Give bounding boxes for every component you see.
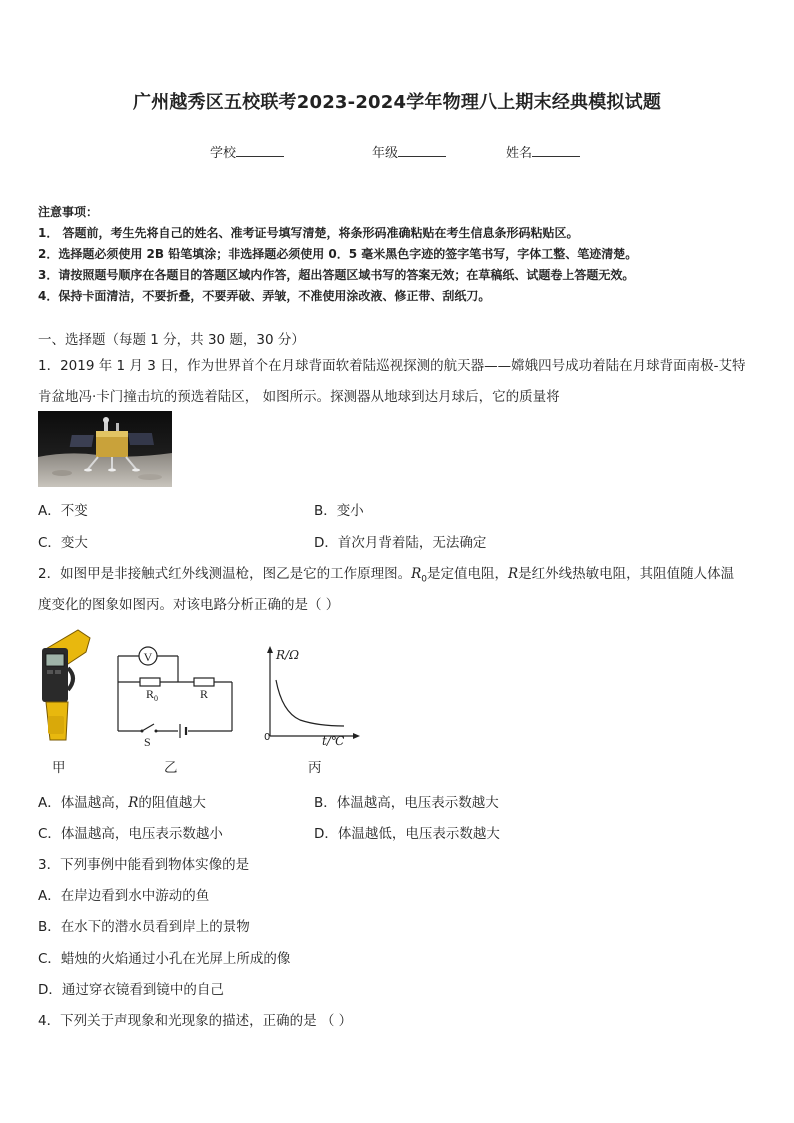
- q2-r0-subscript: 0: [421, 574, 427, 585]
- figure-jia-caption: 甲: [52, 760, 66, 776]
- circuit-diagram: [112, 640, 238, 752]
- q3-stem: 3．下列事例中能看到物体实像的是: [38, 857, 250, 873]
- q1-option-d[interactable]: D．首次月背着陆，无法确定: [314, 535, 487, 551]
- q2-r0-symbol: R: [411, 566, 422, 582]
- q2-r-symbol: R: [508, 566, 519, 582]
- q3-option-a[interactable]: A．在岸边看到水中游动的鱼: [38, 888, 210, 904]
- q2-stem-line2: 度变化的图象如图丙。对该电路分析正确的是（ ）: [38, 597, 340, 613]
- circuit-switch-label: S: [144, 735, 151, 749]
- q2-option-c[interactable]: C．体温越高，电压表示数越小: [38, 826, 223, 842]
- page-title: 广州越秀区五校联考2023-2024学年物理八上期末经典模拟试题: [132, 92, 662, 113]
- section-heading: 一、选择题（每题 1 分，共 30 题，30 分）: [38, 332, 305, 348]
- q2-stem-part-b: 是定值电阻，: [427, 566, 508, 582]
- note-item: 1． 答题前，考生先将自己的姓名、准考证号填写清楚，将条形码准确粘贴在考生信息条形码粘贴区。: [38, 226, 579, 240]
- figure-bing-caption: 丙: [308, 760, 322, 776]
- note-item: 2．选择题必须使用 2B 铅笔填涂；非选择题必须使用 0．5 毫米黑色字迹的签字笔书写，字体工整、笔迹清楚。: [38, 247, 638, 261]
- notes-heading: 注意事项：: [38, 205, 99, 219]
- resistance-temperature-graph: [256, 644, 366, 750]
- school-blank[interactable]: [236, 144, 284, 157]
- q1-stem-line1: 1．2019 年 1 月 3 日，作为世界首个在月球背面软着陆巡视探测的航天器——嫦娥四号成功着陆在月球背面南极-艾特: [38, 358, 746, 374]
- q1-stem-line2: 肯盆地冯·卡门撞击坑的预选着陆区， 如图所示。探测器从地球到达月球后，它的质量将: [38, 389, 560, 405]
- note-item: 4．保持卡面清洁，不要折叠，不要弄破、弄皱，不准使用涂改液、修正带、刮纸刀。: [38, 289, 491, 303]
- q1-option-b[interactable]: B．变小: [314, 503, 364, 519]
- grade-field: [372, 142, 446, 161]
- q2-option-a-r: R: [128, 795, 139, 811]
- q4-stem: 4．下列关于声现象和光现象的描述，正确的是 （ ）: [38, 1013, 353, 1029]
- lunar-lander-photo: [38, 411, 172, 487]
- q2-option-a-pre: A．体温越高，: [38, 795, 129, 811]
- voltmeter-label: V: [143, 650, 153, 664]
- name-field: [506, 142, 580, 161]
- note-item: 3．请按照题号顺序在各题目的答题区域内作答，超出答题区域书写的答案无效；在草稿纸、试题卷上答题无效。: [38, 268, 635, 282]
- q3-option-d[interactable]: D．通过穿衣镜看到镜中的自己: [38, 982, 224, 998]
- circuit-r0-label: R: [146, 687, 155, 701]
- figure-yi-caption: 乙: [164, 760, 178, 776]
- q1-option-c[interactable]: C．变大: [38, 535, 88, 551]
- circuit-r-label: R: [200, 687, 209, 701]
- q2-stem-part-c: 是红外线热敏电阻，其阻值随人体温: [518, 566, 735, 582]
- graph-origin-label: 0: [264, 732, 271, 743]
- q2-stem-line1: [38, 562, 734, 585]
- grade-blank[interactable]: [398, 144, 446, 157]
- svg-text:R0: [146, 687, 158, 703]
- graph-x-label: t/℃: [322, 734, 345, 748]
- infrared-thermometer-icon: [38, 628, 94, 744]
- q3-option-b[interactable]: B．在水下的潜水员看到岸上的景物: [38, 919, 250, 935]
- q2-option-b[interactable]: B．体温越高，电压表示数越大: [314, 795, 499, 811]
- q2-option-d[interactable]: D．体温越低，电压表示数越大: [314, 826, 500, 842]
- q3-option-c[interactable]: C．蜡烛的火焰通过小孔在光屏上所成的像: [38, 951, 291, 967]
- graph-y-label: R/Ω: [276, 648, 300, 662]
- grade-label: 年级: [372, 146, 399, 161]
- q2-stem-part-a: 2．如图甲是非接触式红外线测温枪，图乙是它的工作原理图。: [38, 566, 412, 582]
- circuit-r0-sub: 0: [154, 694, 159, 703]
- name-blank[interactable]: [532, 144, 580, 157]
- school-label: 学校: [210, 146, 237, 161]
- name-label: 姓名: [506, 146, 533, 161]
- q2-option-a-post: 的阻值越大: [138, 795, 206, 811]
- q1-option-a[interactable]: A．不变: [38, 503, 88, 519]
- school-field: [210, 142, 284, 161]
- q2-option-a[interactable]: [38, 791, 206, 811]
